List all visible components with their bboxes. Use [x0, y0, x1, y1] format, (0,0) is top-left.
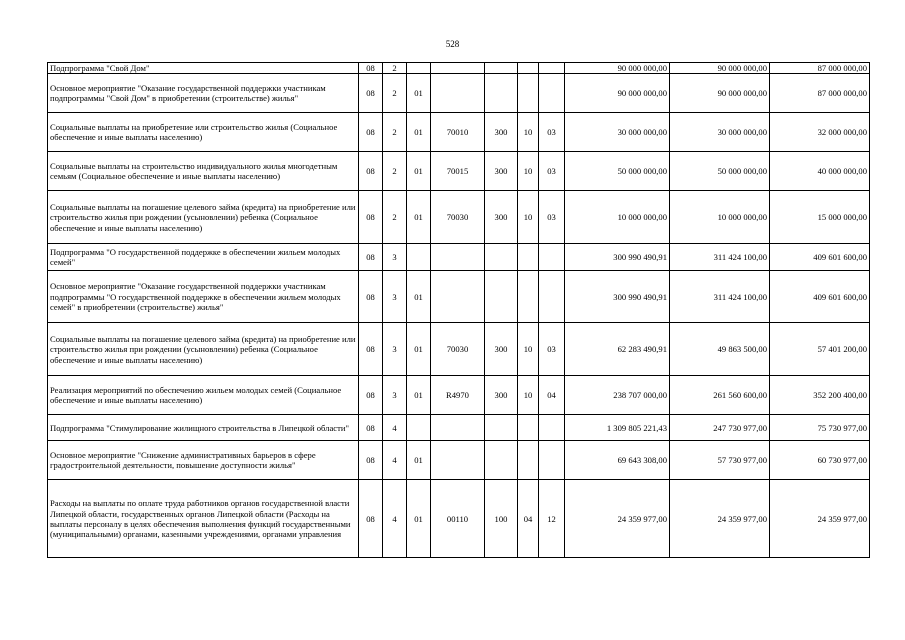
row-v3-cell: 57 401 200,00 [770, 323, 870, 376]
row-c5-cell: 300 [485, 191, 518, 244]
row-v1-cell: 24 359 977,00 [565, 480, 670, 558]
row-c6-cell: 10 [518, 323, 539, 376]
row-c4-cell [431, 415, 485, 441]
row-name-cell: Основное мероприятие "Снижение административных барьеров в сфере градостроительной деятельности, повышение доступности жилья" [48, 441, 359, 480]
row-v3-cell: 409 601 600,00 [770, 244, 870, 271]
row-c2-cell: 2 [383, 191, 407, 244]
table-row [48, 191, 870, 244]
budget-table [47, 62, 870, 558]
table-row [48, 63, 870, 74]
row-v2-cell: 247 730 977,00 [670, 415, 770, 441]
row-name-cell: Подпрограмма "Стимулирование жилищного строительства в Липецкой области" [48, 415, 359, 441]
row-c1-cell: 08 [359, 191, 383, 244]
row-name-cell: Реализация мероприятий по обеспечению жильем молодых семей (Социальное обеспечение и иные выплаты населению) [48, 376, 359, 415]
row-c7-cell [539, 271, 565, 323]
row-c7-cell: 04 [539, 376, 565, 415]
row-v3-cell: 352 200 400,00 [770, 376, 870, 415]
row-c3-cell: 01 [407, 480, 431, 558]
row-v2-cell: 311 424 100,00 [670, 271, 770, 323]
table-row [48, 376, 870, 415]
row-c6-cell: 10 [518, 191, 539, 244]
row-v2-cell: 311 424 100,00 [670, 244, 770, 271]
row-c3-cell: 01 [407, 323, 431, 376]
row-c5-cell [485, 74, 518, 113]
row-c4-cell: 70015 [431, 152, 485, 191]
row-v2-cell: 49 863 500,00 [670, 323, 770, 376]
row-c7-cell [539, 415, 565, 441]
table-row [48, 271, 870, 323]
row-c6-cell: 10 [518, 113, 539, 152]
row-name-cell: Социальные выплаты на приобретение или строительство жилья (Социальное обеспечение и иные выплаты населению) [48, 113, 359, 152]
row-v3-cell: 87 000 000,00 [770, 74, 870, 113]
table-row [48, 415, 870, 441]
table-row [48, 480, 870, 558]
row-c1-cell: 08 [359, 376, 383, 415]
row-c6-cell [518, 271, 539, 323]
row-name-cell: Социальные выплаты на строительство индивидуального жилья многодетным семьям (Социальное обеспечение и иные выплаты населению) [48, 152, 359, 191]
row-name-cell: Социальные выплаты на погашение целевого займа (кредита) на приобретение или строительство жилья при рождении (усыновлении) ребенка (Социальное обеспечение и иные выплаты населению) [48, 191, 359, 244]
row-c1-cell: 08 [359, 271, 383, 323]
row-c3-cell: 01 [407, 74, 431, 113]
row-c7-cell [539, 441, 565, 480]
row-c6-cell: 04 [518, 480, 539, 558]
table-row [48, 74, 870, 113]
row-c6-cell: 10 [518, 376, 539, 415]
row-c7-cell: 03 [539, 191, 565, 244]
row-v2-cell: 90 000 000,00 [670, 63, 770, 74]
row-c5-cell [485, 415, 518, 441]
table-row [48, 441, 870, 480]
row-c2-cell: 2 [383, 113, 407, 152]
row-v1-cell: 300 990 490,91 [565, 271, 670, 323]
row-c4-cell: 70030 [431, 191, 485, 244]
row-c6-cell [518, 441, 539, 480]
row-c1-cell: 08 [359, 244, 383, 271]
row-v2-cell: 90 000 000,00 [670, 74, 770, 113]
row-c4-cell: 00110 [431, 480, 485, 558]
row-v1-cell: 1 309 805 221,43 [565, 415, 670, 441]
row-c5-cell: 300 [485, 152, 518, 191]
row-v3-cell: 60 730 977,00 [770, 441, 870, 480]
row-c2-cell: 3 [383, 244, 407, 271]
row-v1-cell: 10 000 000,00 [565, 191, 670, 244]
row-c4-cell [431, 74, 485, 113]
row-name-cell: Социальные выплаты на погашение целевого займа (кредита) на приобретение или строительство жилья при рождении (усыновлении) ребенка (Социальное обеспечение и иные выплаты населению) [48, 323, 359, 376]
row-c4-cell [431, 63, 485, 74]
table-row [48, 323, 870, 376]
row-c1-cell: 08 [359, 415, 383, 441]
row-name-cell: Расходы на выплаты по оплате труда работников органов государственной власти Липецкой области, государственных органов Липецкой области (Расходы на выплаты персоналу в целях обеспечения выполнения функций государственными (муниципальными) органами, казенными учреждениями, органами управления [48, 480, 359, 558]
row-c7-cell: 12 [539, 480, 565, 558]
row-c3-cell [407, 244, 431, 271]
row-v1-cell: 90 000 000,00 [565, 74, 670, 113]
row-c6-cell [518, 63, 539, 74]
row-c4-cell: R4970 [431, 376, 485, 415]
row-c6-cell [518, 244, 539, 271]
row-c1-cell: 08 [359, 441, 383, 480]
row-c5-cell [485, 63, 518, 74]
row-v2-cell: 24 359 977,00 [670, 480, 770, 558]
row-c2-cell: 2 [383, 152, 407, 191]
page-number: 528 [445, 39, 460, 49]
row-v1-cell: 62 283 490,91 [565, 323, 670, 376]
row-c3-cell [407, 63, 431, 74]
row-v3-cell: 24 359 977,00 [770, 480, 870, 558]
row-c2-cell: 3 [383, 271, 407, 323]
table-row [48, 113, 870, 152]
row-c5-cell: 300 [485, 323, 518, 376]
row-c5-cell: 300 [485, 376, 518, 415]
row-c4-cell: 70030 [431, 323, 485, 376]
row-c7-cell: 03 [539, 152, 565, 191]
row-c5-cell: 100 [485, 480, 518, 558]
row-c2-cell: 2 [383, 63, 407, 74]
row-v3-cell: 409 601 600,00 [770, 271, 870, 323]
row-c3-cell: 01 [407, 271, 431, 323]
row-c7-cell: 03 [539, 113, 565, 152]
row-c1-cell: 08 [359, 323, 383, 376]
row-v3-cell: 32 000 000,00 [770, 113, 870, 152]
row-name-cell: Основное мероприятие "Оказание государственной поддержки участникам подпрограммы "Свой Дом" в приобретении (строительстве) жилья" [48, 74, 359, 113]
table-body [48, 63, 870, 558]
row-c1-cell: 08 [359, 480, 383, 558]
row-v3-cell: 87 000 000,00 [770, 63, 870, 74]
row-v3-cell: 75 730 977,00 [770, 415, 870, 441]
row-v1-cell: 90 000 000,00 [565, 63, 670, 74]
row-v1-cell: 69 643 308,00 [565, 441, 670, 480]
row-c2-cell: 4 [383, 441, 407, 480]
row-c5-cell [485, 441, 518, 480]
row-c6-cell [518, 74, 539, 113]
row-name-cell: Подпрограмма "О государственной поддержке в обеспечении жильем молодых семей" [48, 244, 359, 271]
row-c1-cell: 08 [359, 113, 383, 152]
row-c4-cell [431, 441, 485, 480]
row-v3-cell: 40 000 000,00 [770, 152, 870, 191]
row-c5-cell: 300 [485, 113, 518, 152]
row-c4-cell: 70010 [431, 113, 485, 152]
row-c4-cell [431, 244, 485, 271]
row-name-cell: Основное мероприятие "Оказание государственной поддержки участникам подпрограммы "О государственной поддержке в обеспечении жильем молодых семей" в приобретении (строительстве) жилья" [48, 271, 359, 323]
table-row [48, 244, 870, 271]
row-c2-cell: 4 [383, 480, 407, 558]
row-c1-cell: 08 [359, 63, 383, 74]
row-v1-cell: 50 000 000,00 [565, 152, 670, 191]
row-c1-cell: 08 [359, 152, 383, 191]
row-v3-cell: 15 000 000,00 [770, 191, 870, 244]
row-c3-cell: 01 [407, 152, 431, 191]
row-c5-cell [485, 244, 518, 271]
row-name-cell: Подпрограмма "Свой Дом" [48, 63, 359, 74]
row-v2-cell: 30 000 000,00 [670, 113, 770, 152]
row-c5-cell [485, 271, 518, 323]
row-c4-cell [431, 271, 485, 323]
row-c7-cell: 03 [539, 323, 565, 376]
row-v1-cell: 30 000 000,00 [565, 113, 670, 152]
row-v2-cell: 10 000 000,00 [670, 191, 770, 244]
row-v1-cell: 238 707 000,00 [565, 376, 670, 415]
row-c7-cell [539, 63, 565, 74]
row-v2-cell: 57 730 977,00 [670, 441, 770, 480]
row-c2-cell: 2 [383, 74, 407, 113]
row-v2-cell: 50 000 000,00 [670, 152, 770, 191]
row-v1-cell: 300 990 490,91 [565, 244, 670, 271]
row-c3-cell: 01 [407, 441, 431, 480]
row-c2-cell: 4 [383, 415, 407, 441]
row-c3-cell [407, 415, 431, 441]
row-c6-cell [518, 415, 539, 441]
row-c6-cell: 10 [518, 152, 539, 191]
row-c3-cell: 01 [407, 113, 431, 152]
table-row [48, 152, 870, 191]
row-c3-cell: 01 [407, 191, 431, 244]
row-v2-cell: 261 560 600,00 [670, 376, 770, 415]
row-c7-cell [539, 244, 565, 271]
row-c1-cell: 08 [359, 74, 383, 113]
row-c2-cell: 3 [383, 323, 407, 376]
row-c7-cell [539, 74, 565, 113]
row-c2-cell: 3 [383, 376, 407, 415]
row-c3-cell: 01 [407, 376, 431, 415]
